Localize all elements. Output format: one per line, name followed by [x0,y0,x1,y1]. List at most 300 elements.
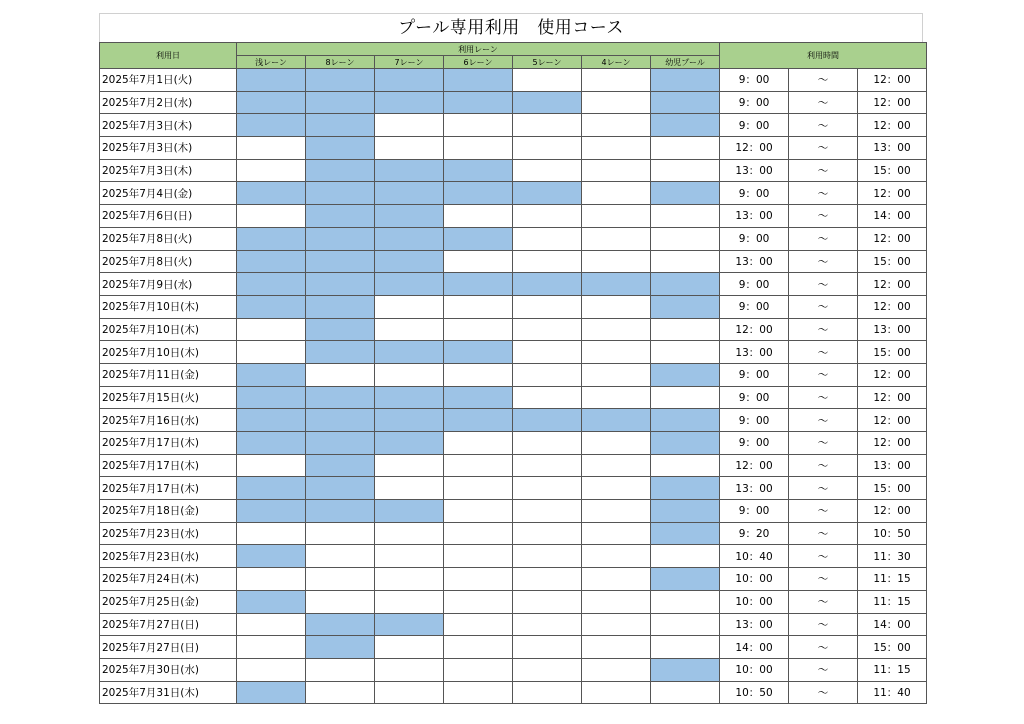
lane-used-cell [375,500,444,523]
lane-free-cell [237,454,306,477]
lane-free-cell [237,613,306,636]
lane-used-cell [513,273,582,296]
lane-free-cell [582,341,651,364]
lane-used-cell [237,273,306,296]
lane-free-cell [582,568,651,591]
lane-free-cell [444,658,513,681]
time-separator: ～ [789,500,858,523]
time-separator: ～ [789,658,858,681]
start-time-cell: 12：00 [720,137,789,160]
lane-free-cell [651,159,720,182]
lane-used-cell [306,613,375,636]
date-cell: 2025年7月16日(水) [100,409,237,432]
table-row [100,137,927,160]
lane-free-cell [375,522,444,545]
lane-used-cell [237,295,306,318]
lane-used-cell [375,205,444,228]
date-cell: 2025年7月24日(木) [100,568,237,591]
lane-free-cell [513,545,582,568]
lane-free-cell [444,522,513,545]
table-row [100,69,927,92]
time-separator: ～ [789,590,858,613]
lane-free-cell [513,568,582,591]
lane-free-cell [513,363,582,386]
lane-free-cell [582,386,651,409]
start-time-cell: 9：20 [720,522,789,545]
lane-free-cell [444,590,513,613]
table-row [100,613,927,636]
date-cell: 2025年7月6日(日) [100,205,237,228]
end-time-cell: 11：15 [858,658,927,681]
lane-free-cell [651,205,720,228]
lane-header: 6レーン [444,56,513,69]
lane-free-cell [444,613,513,636]
lane-free-cell [444,500,513,523]
lane-used-cell [237,114,306,137]
lane-free-cell [651,613,720,636]
lane-free-cell [237,318,306,341]
lane-free-cell [513,613,582,636]
lane-used-cell [651,114,720,137]
time-separator: ～ [789,341,858,364]
schedule-table [99,42,927,704]
lane-used-cell [306,636,375,659]
lane-free-cell [306,681,375,704]
lane-used-cell [306,432,375,455]
lane-used-cell [306,205,375,228]
table-row [100,114,927,137]
date-cell: 2025年7月18日(金) [100,500,237,523]
lane-free-cell [375,590,444,613]
lane-free-cell [306,545,375,568]
lane-free-cell [513,250,582,273]
lane-free-cell [651,590,720,613]
lane-free-cell [651,636,720,659]
lane-free-cell [513,454,582,477]
table-row [100,568,927,591]
lane-free-cell [306,522,375,545]
lane-free-cell [582,477,651,500]
lane-free-cell [237,159,306,182]
time-separator: ～ [789,182,858,205]
lane-free-cell [582,227,651,250]
lane-used-cell [513,182,582,205]
end-time-cell: 15：00 [858,477,927,500]
start-time-cell: 12：00 [720,454,789,477]
lane-free-cell [582,137,651,160]
table-row [100,590,927,613]
date-cell: 2025年7月3日(木) [100,114,237,137]
lane-free-cell [582,613,651,636]
lane-used-cell [375,91,444,114]
lane-free-cell [237,137,306,160]
table-row [100,91,927,114]
lane-used-cell [375,341,444,364]
lane-free-cell [582,363,651,386]
lane-free-cell [306,658,375,681]
date-cell: 2025年7月25日(金) [100,590,237,613]
lane-used-cell [651,477,720,500]
end-time-cell: 12：00 [858,363,927,386]
lane-used-cell [306,250,375,273]
lane-used-cell [237,69,306,92]
lane-used-cell [444,409,513,432]
lane-free-cell [444,432,513,455]
lane-free-cell [651,318,720,341]
time-separator: ～ [789,69,858,92]
time-column-header: 利用時間 [720,43,927,69]
lane-used-cell [306,91,375,114]
lane-free-cell [375,137,444,160]
date-cell: 2025年7月9日(水) [100,273,237,296]
lane-free-cell [375,114,444,137]
lane-free-cell [444,477,513,500]
start-time-cell: 9：00 [720,69,789,92]
lane-used-cell [306,227,375,250]
lane-used-cell [306,477,375,500]
lane-header: 7レーン [375,56,444,69]
date-cell: 2025年7月8日(火) [100,250,237,273]
lane-used-cell [651,522,720,545]
lane-used-cell [513,409,582,432]
table-row [100,318,927,341]
lane-free-cell [237,205,306,228]
start-time-cell: 10：00 [720,568,789,591]
start-time-cell: 9：00 [720,273,789,296]
lane-free-cell [582,500,651,523]
lane-used-cell [444,69,513,92]
lane-used-cell [375,250,444,273]
lane-free-cell [375,477,444,500]
lane-free-cell [513,114,582,137]
lane-free-cell [444,681,513,704]
lane-free-cell [444,137,513,160]
lane-used-cell [306,318,375,341]
lane-free-cell [444,295,513,318]
lane-free-cell [375,681,444,704]
lane-free-cell [306,363,375,386]
table-row [100,227,927,250]
lane-header: 幼児プール [651,56,720,69]
lane-free-cell [582,590,651,613]
end-time-cell: 11：30 [858,545,927,568]
lane-used-cell [237,432,306,455]
lane-header: 4レーン [582,56,651,69]
lane-free-cell [651,341,720,364]
lane-used-cell [306,454,375,477]
lane-used-cell [306,295,375,318]
lane-free-cell [513,318,582,341]
lane-used-cell [375,273,444,296]
lane-free-cell [513,477,582,500]
lane-used-cell [375,227,444,250]
table-row [100,205,927,228]
lane-used-cell [513,91,582,114]
lane-used-cell [375,159,444,182]
start-time-cell: 9：00 [720,114,789,137]
time-separator: ～ [789,295,858,318]
lane-used-cell [444,341,513,364]
end-time-cell: 13：00 [858,318,927,341]
table-row [100,273,927,296]
table-row [100,432,927,455]
lane-used-cell [375,613,444,636]
start-time-cell: 13：00 [720,341,789,364]
lane-used-cell [237,386,306,409]
start-time-cell: 9：00 [720,227,789,250]
end-time-cell: 11：40 [858,681,927,704]
end-time-cell: 12：00 [858,386,927,409]
lane-used-cell [444,182,513,205]
start-time-cell: 10：00 [720,658,789,681]
lane-free-cell [513,636,582,659]
time-separator: ～ [789,318,858,341]
lane-used-cell [237,227,306,250]
lane-free-cell [375,454,444,477]
time-separator: ～ [789,137,858,160]
time-separator: ～ [789,386,858,409]
end-time-cell: 13：00 [858,137,927,160]
lane-free-cell [375,636,444,659]
time-separator: ～ [789,227,858,250]
time-separator: ～ [789,363,858,386]
start-time-cell: 13：00 [720,159,789,182]
lane-used-cell [651,295,720,318]
table-row [100,658,927,681]
lane-free-cell [375,295,444,318]
table-row [100,477,927,500]
lane-free-cell [306,568,375,591]
time-separator: ～ [789,432,858,455]
time-separator: ～ [789,273,858,296]
lane-free-cell [513,205,582,228]
lane-free-cell [651,227,720,250]
end-time-cell: 12：00 [858,295,927,318]
lane-used-cell [306,341,375,364]
pool-schedule-sheet [99,13,923,704]
lane-used-cell [237,681,306,704]
lane-free-cell [651,386,720,409]
lane-free-cell [582,159,651,182]
lane-free-cell [513,500,582,523]
lane-free-cell [582,182,651,205]
time-separator: ～ [789,250,858,273]
start-time-cell: 9：00 [720,91,789,114]
lane-free-cell [513,681,582,704]
end-time-cell: 15：00 [858,636,927,659]
lane-used-cell [237,409,306,432]
lane-free-cell [237,341,306,364]
date-cell: 2025年7月10日(木) [100,318,237,341]
lane-used-cell [237,182,306,205]
lane-used-cell [651,273,720,296]
start-time-cell: 13：00 [720,250,789,273]
time-separator: ～ [789,205,858,228]
table-row [100,454,927,477]
lane-used-cell [237,477,306,500]
date-cell: 2025年7月15日(火) [100,386,237,409]
lane-used-cell [444,159,513,182]
lane-header: 5レーン [513,56,582,69]
lane-free-cell [582,318,651,341]
lane-free-cell [513,658,582,681]
lane-used-cell [237,500,306,523]
start-time-cell: 9：00 [720,386,789,409]
time-separator: ～ [789,91,858,114]
start-time-cell: 9：00 [720,295,789,318]
time-separator: ～ [789,613,858,636]
table-row [100,341,927,364]
lane-used-cell [306,182,375,205]
table-row [100,295,927,318]
start-time-cell: 13：00 [720,205,789,228]
lane-header: 浅レーン [237,56,306,69]
date-cell: 2025年7月2日(水) [100,91,237,114]
end-time-cell: 11：15 [858,568,927,591]
lane-used-cell [444,91,513,114]
lane-free-cell [513,341,582,364]
end-time-cell: 14：00 [858,205,927,228]
start-time-cell: 10：50 [720,681,789,704]
lane-used-cell [306,386,375,409]
date-cell: 2025年7月23日(水) [100,545,237,568]
date-cell: 2025年7月11日(金) [100,363,237,386]
lane-free-cell [306,590,375,613]
end-time-cell: 14：00 [858,613,927,636]
lane-free-cell [651,454,720,477]
lane-free-cell [582,522,651,545]
table-row [100,159,927,182]
lane-used-cell [306,273,375,296]
start-time-cell: 10：00 [720,590,789,613]
lane-used-cell [306,409,375,432]
time-separator: ～ [789,114,858,137]
lane-used-cell [237,545,306,568]
lane-free-cell [444,363,513,386]
lane-used-cell [444,386,513,409]
lane-free-cell [444,114,513,137]
lane-free-cell [444,454,513,477]
table-row [100,182,927,205]
lane-free-cell [237,522,306,545]
lane-free-cell [375,363,444,386]
lane-used-cell [651,500,720,523]
lane-used-cell [237,363,306,386]
lane-free-cell [237,568,306,591]
date-cell: 2025年7月10日(木) [100,341,237,364]
lane-free-cell [444,568,513,591]
end-time-cell: 12：00 [858,69,927,92]
end-time-cell: 13：00 [858,454,927,477]
lane-free-cell [582,658,651,681]
lane-free-cell [513,159,582,182]
lane-free-cell [513,295,582,318]
lane-free-cell [375,568,444,591]
table-row [100,250,927,273]
date-cell: 2025年7月30日(水) [100,658,237,681]
time-separator: ～ [789,545,858,568]
end-time-cell: 12：00 [858,91,927,114]
lane-free-cell [651,681,720,704]
date-cell: 2025年7月8日(火) [100,227,237,250]
end-time-cell: 12：00 [858,409,927,432]
lane-free-cell [375,318,444,341]
lane-used-cell [237,590,306,613]
lane-used-cell [651,182,720,205]
table-row [100,363,927,386]
date-cell: 2025年7月10日(木) [100,295,237,318]
lane-used-cell [237,91,306,114]
time-separator: ～ [789,477,858,500]
lane-free-cell [513,386,582,409]
schedule-rows [100,69,927,704]
end-time-cell: 12：00 [858,227,927,250]
lane-used-cell [444,227,513,250]
start-time-cell: 9：00 [720,182,789,205]
lane-free-cell [513,69,582,92]
lane-used-cell [444,273,513,296]
lane-free-cell [375,545,444,568]
table-row [100,500,927,523]
table-row [100,636,927,659]
date-cell: 2025年7月27日(日) [100,636,237,659]
date-cell: 2025年7月17日(木) [100,454,237,477]
time-separator: ～ [789,454,858,477]
lane-free-cell [582,432,651,455]
lane-used-cell [651,69,720,92]
lane-used-cell [375,409,444,432]
lane-free-cell [651,545,720,568]
date-cell: 2025年7月31日(木) [100,681,237,704]
lane-used-cell [306,137,375,160]
time-separator: ～ [789,409,858,432]
lane-free-cell [582,636,651,659]
lane-free-cell [651,250,720,273]
lane-used-cell [582,409,651,432]
lane-used-cell [306,114,375,137]
end-time-cell: 12：00 [858,500,927,523]
lane-used-cell [375,432,444,455]
date-cell: 2025年7月3日(木) [100,159,237,182]
lane-free-cell [375,658,444,681]
lane-free-cell [444,636,513,659]
lane-free-cell [444,545,513,568]
lane-used-cell [651,91,720,114]
date-cell: 2025年7月1日(火) [100,69,237,92]
start-time-cell: 13：00 [720,477,789,500]
table-row [100,545,927,568]
lane-used-cell [651,432,720,455]
lane-free-cell [582,114,651,137]
time-separator: ～ [789,681,858,704]
lane-free-cell [513,137,582,160]
end-time-cell: 12：00 [858,273,927,296]
start-time-cell: 9：00 [720,432,789,455]
lane-free-cell [444,205,513,228]
lane-free-cell [237,658,306,681]
lane-used-cell [651,658,720,681]
lane-free-cell [651,137,720,160]
table-row [100,522,927,545]
time-separator: ～ [789,159,858,182]
start-time-cell: 9：00 [720,363,789,386]
lane-used-cell [306,500,375,523]
lane-used-cell [582,273,651,296]
end-time-cell: 15：00 [858,341,927,364]
end-time-cell: 11：15 [858,590,927,613]
time-separator: ～ [789,568,858,591]
lane-used-cell [375,386,444,409]
